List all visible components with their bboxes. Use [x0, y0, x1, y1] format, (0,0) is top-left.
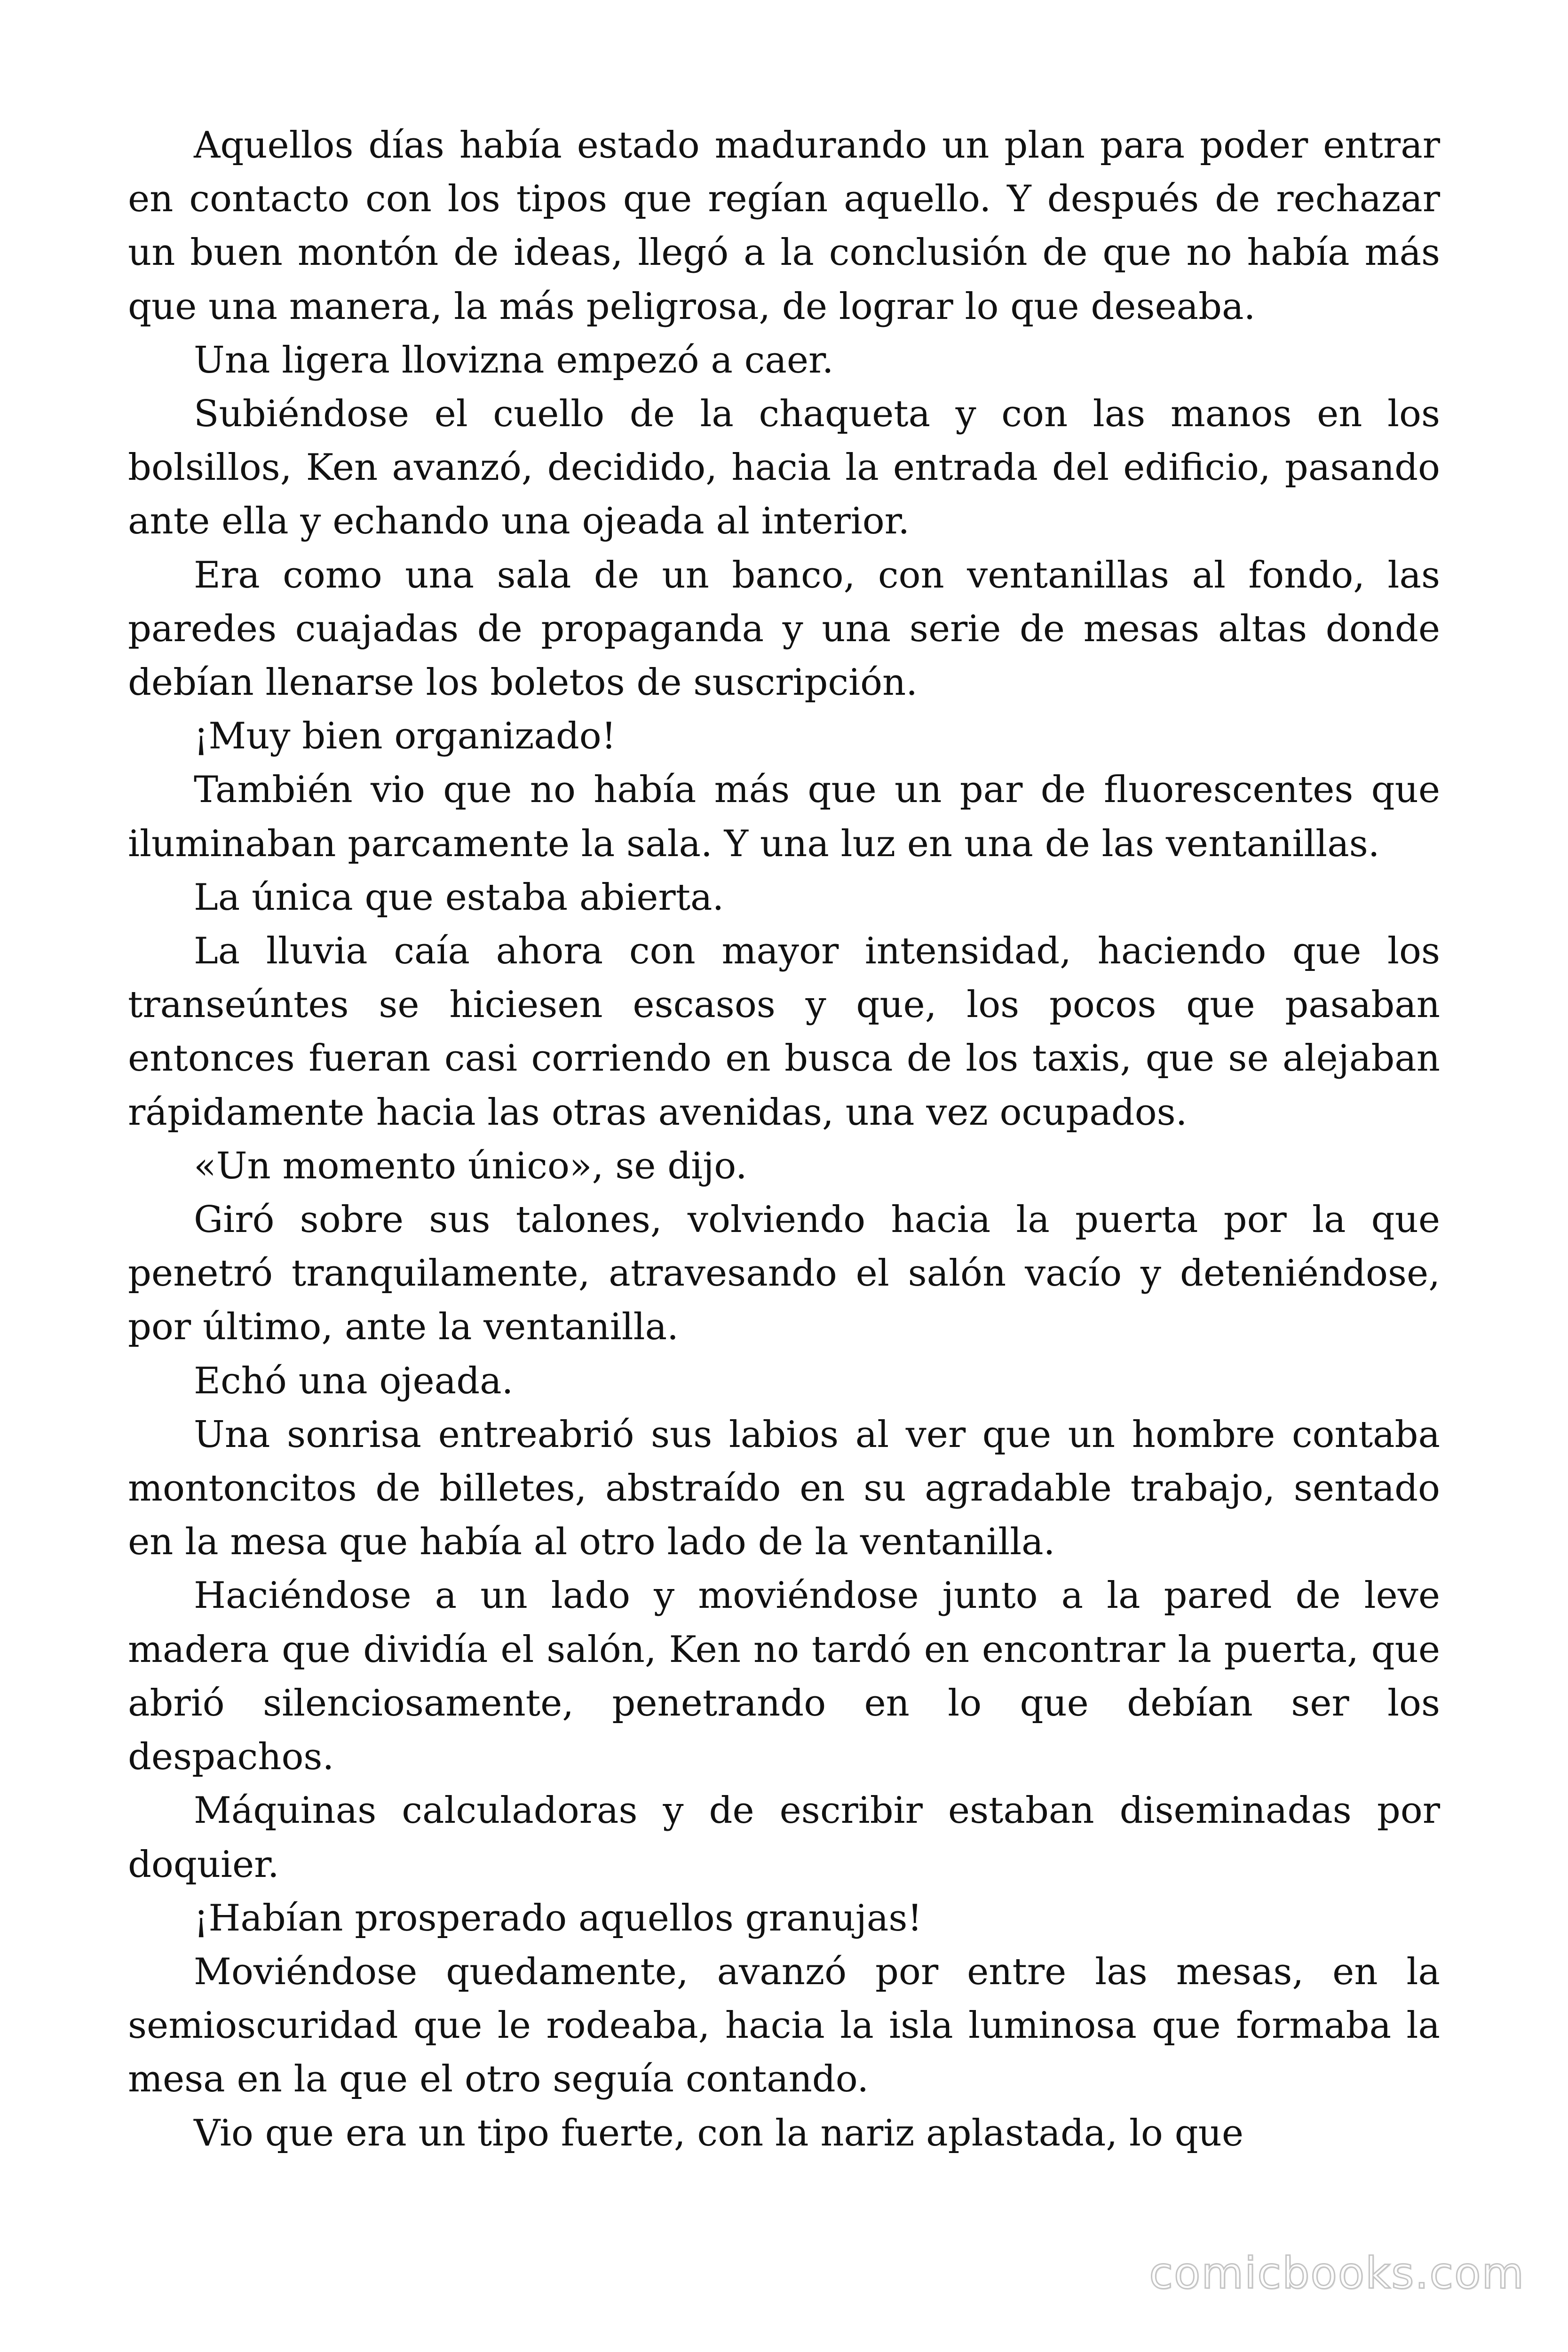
paragraph: La lluvia caía ahora con mayor intensidad, haciendo que los transeúntes se hiciesen escasos y que, los pocos que pasaban entonces fueran casi corriendo en busca de los taxis, que se alejaban rápidamente hacia las otras avenidas, una vez ocupados.: [128, 930, 1440, 1134]
paragraph: «Un momento único», se dijo.: [194, 1144, 747, 1187]
paragraph: Subiéndose el cuello de la chaqueta y con las manos en los bolsillos, Ken avanzó, decidido, hacia la entrada del edificio, pasando ante ella y echando una ojeada al interior.: [128, 393, 1440, 543]
watermark: comicbooks.com: [1149, 2248, 1525, 2298]
paragraph: Aquellos días había estado madurando un plan para poder entrar en contacto con los tipos que regían aquello. Y después de rechazar un buen montón de ideas, llegó a la conclusión de que no había más que una manera, la más peligrosa, de lograr lo que deseaba.: [128, 124, 1440, 328]
body-text: [128, 119, 1440, 2160]
paragraph: Vio que era un tipo fuerte, con la nariz aplastada, lo que: [194, 2112, 1243, 2154]
paragraph: ¡Habían prosperado aquellos granujas!: [194, 1897, 922, 1939]
paragraph: Una ligera llovizna empezó a caer.: [194, 339, 834, 381]
paragraph: Giró sobre sus talones, volviendo hacia la puerta por la que penetró tranquilamente, atravesando el salón vacío y deteniéndose, por último, ante la ventanilla.: [128, 1199, 1440, 1349]
paragraph: Era como una sala de un banco, con ventanillas al fondo, las paredes cuajadas de propaganda y una serie de mesas altas donde debían llenarse los boletos de suscripción.: [128, 554, 1440, 704]
paragraph: También vio que no había más que un par de fluorescentes que iluminaban parcamente la sala. Y una luz en una de las ventanillas.: [128, 769, 1440, 865]
paragraph: Máquinas calculadoras y de escribir estaban diseminadas por doquier.: [128, 1789, 1440, 1886]
paragraph: Echó una ojeada.: [194, 1359, 514, 1402]
paragraph: Una sonrisa entreabrió sus labios al ver que un hombre contaba montoncitos de billetes, abstraído en su agradable trabajo, sentado en la mesa que había al otro lado de la ventanilla.: [128, 1413, 1440, 1564]
paragraph: Moviéndose quedamente, avanzó por entre las mesas, en la semioscuridad que le rodeaba, hacia la isla luminosa que formaba la mesa en la que el otro seguía contando.: [128, 1950, 1440, 2101]
paragraph: ¡Muy bien organizado!: [194, 715, 617, 758]
paragraph: Haciéndose a un lado y moviéndose junto a la pared de leve madera que dividía el salón, Ken no tardó en encontrar la puerta, que abrió silenciosamente, penetrando en lo que debían ser los despachos.: [128, 1574, 1440, 1779]
paragraph: La única que estaba abierta.: [194, 876, 724, 919]
